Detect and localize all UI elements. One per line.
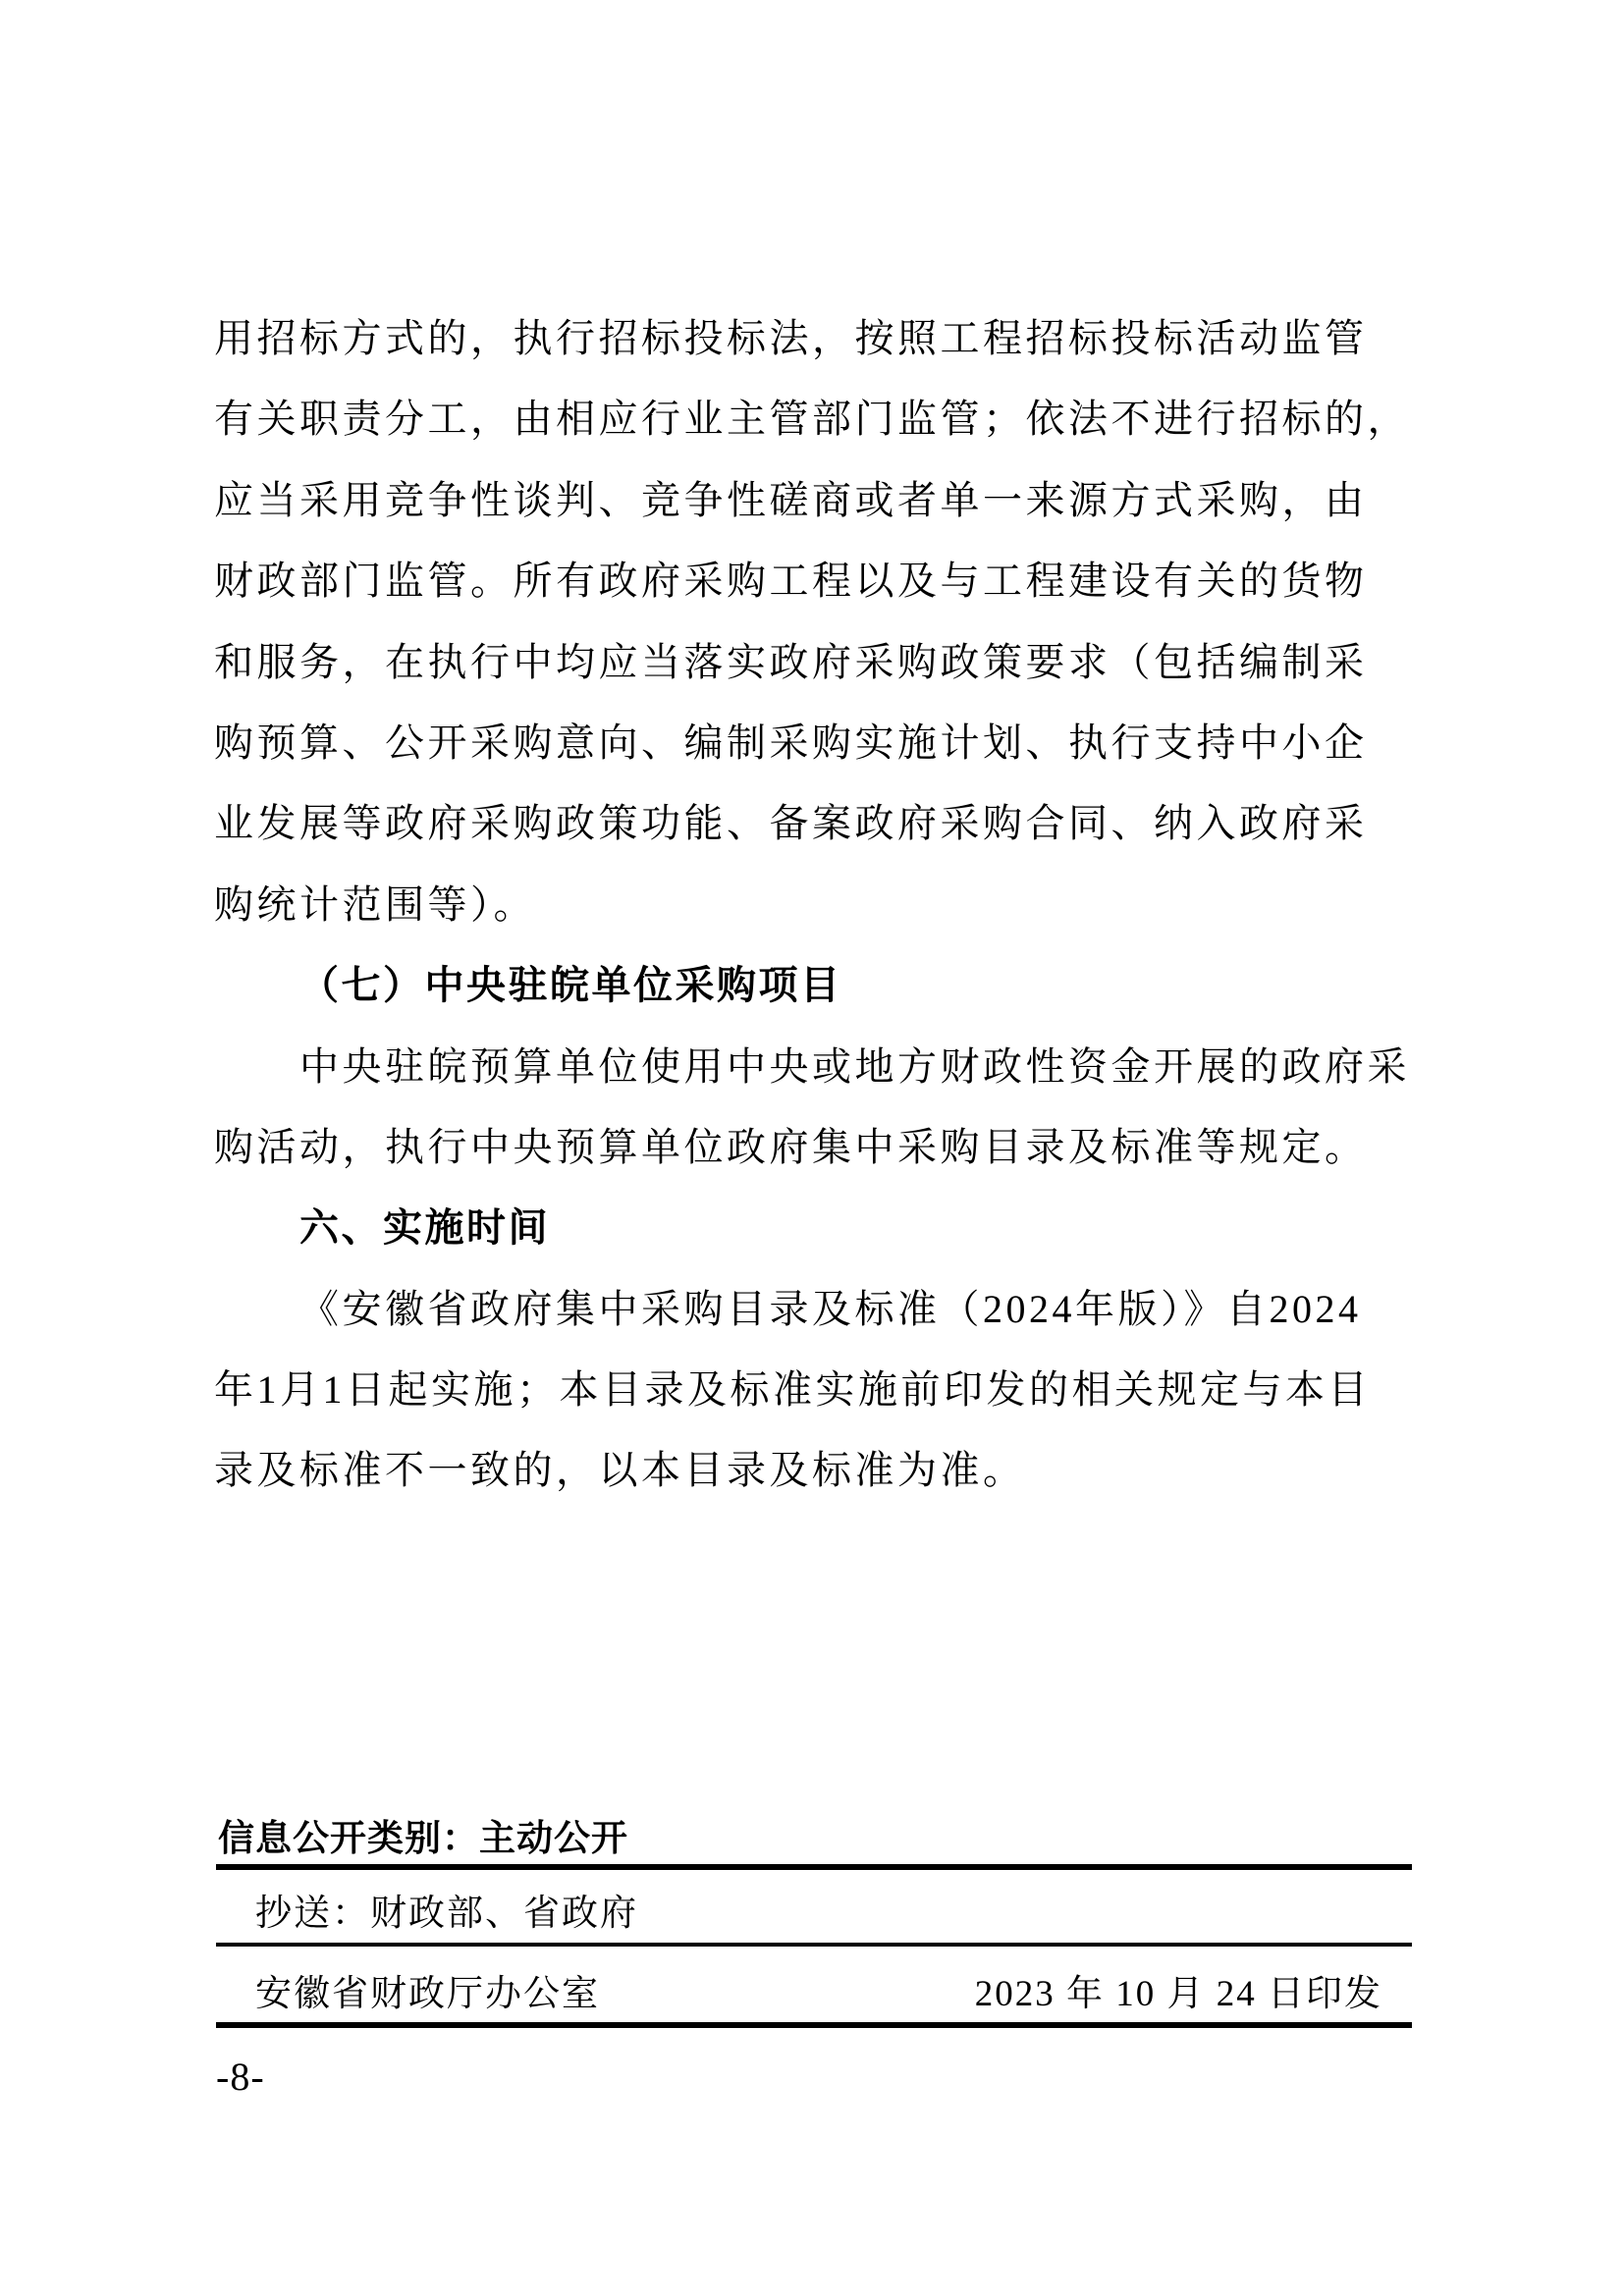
document-line: 用招标方式的，执行招标投标法，按照工程招标投标活动监管 [214, 316, 1368, 360]
document-line: 《安徽省政府集中采购目录及标准（2024年版）》自2024 [299, 1286, 1362, 1331]
issuing-office: 安徽省财政厅办公室 [255, 1974, 600, 2014]
publicity-class-label: 信息公开类别：主动公开 [218, 1818, 628, 1858]
document-line: 购活动，执行中央预算单位政府集中采购目录及标准等规定。 [214, 1124, 1368, 1169]
document-line: 购统计范围等）。 [214, 881, 536, 927]
separator-line-bottom [216, 2022, 1412, 2028]
document-line: 中央驻皖预算单位使用中央或地方财政性资金开展的政府采 [299, 1043, 1410, 1089]
document-line: 年1月1日起实施；本目录及标准实施前印发的相关规定与本目 [214, 1367, 1371, 1413]
document-line: （七）中央驻皖单位采购项目 [299, 963, 842, 1008]
separator-line-top [216, 1864, 1412, 1870]
separator-line-middle [216, 1943, 1412, 1947]
document-line: 有关职责分工，由相应行业主管部门监管；依法不进行招标的， [214, 397, 1410, 442]
page-number: -8- [216, 2055, 265, 2099]
document-line: 业发展等政府采购政策功能、备案政府采购合同、纳入政府采 [214, 801, 1368, 846]
issuer-row [255, 1963, 1382, 2016]
document-line: 录及标准不一致的，以本目录及标准为准。 [214, 1448, 1026, 1493]
document-line: 和服务，在执行中均应当落实政府采购政策要求（包括编制采 [214, 639, 1368, 684]
print-date: 2023 年 10 月 24 日印发 [974, 1974, 1382, 2014]
document-line: 六、实施时间 [299, 1205, 550, 1251]
document-line: 财政部门监管。所有政府采购工程以及与工程建设有关的货物 [214, 559, 1368, 604]
copy-to-line: 抄送：财政部、省政府 [255, 1894, 638, 1934]
document-line: 应当采用竞争性谈判、竞争性磋商或者单一来源方式采购，由 [214, 477, 1368, 522]
document-line: 购预算、公开采购意向、编制采购实施计划、执行支持中小企 [214, 720, 1368, 765]
document-body [214, 298, 1410, 1512]
